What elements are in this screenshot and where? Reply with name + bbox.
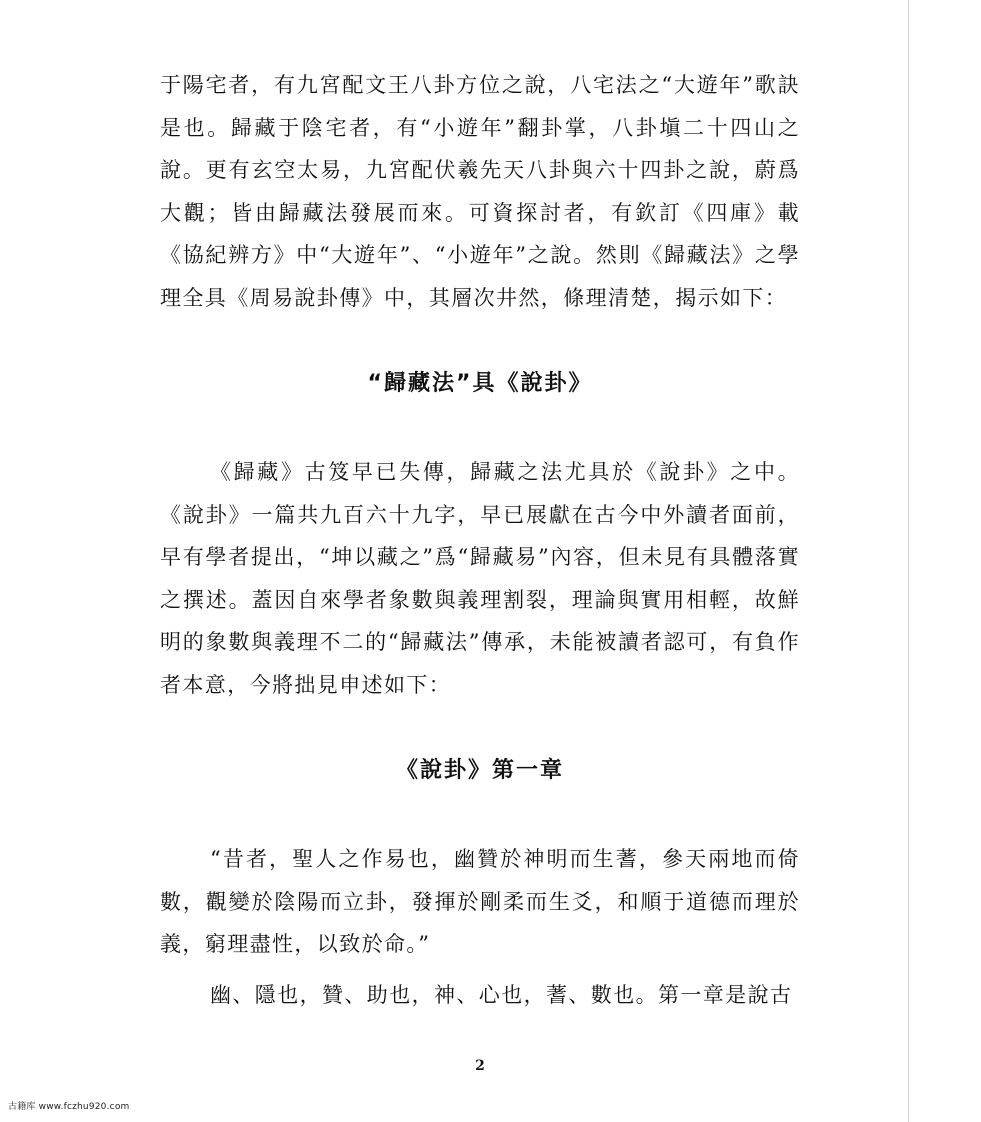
paragraph-intro: 于陽宅者，有九宮配文王八卦方位之說，八宅法之“大遊年”歌訣是也。歸藏于陰宅者，有“小遊年”翻卦掌，八卦塡二十四山之說。更有玄空太易，九宮配伏羲先天八卦與六十四卦之說，蔚爲大觀；皆由歸藏法發展而來。可資探討者，有欽訂《四庫》載《協紀辨方》中“大遊年”、“小遊年”之說。然則《歸藏法》之學理全具《周易說卦傳》中，其層次井然，條理清楚，揭示如下： — [160, 73, 800, 310]
section-heading-guicang: “歸藏法”具《說卦》 — [367, 371, 593, 396]
quote-paragraph: “昔者，聖人之作易也，幽贊於神明而生蓍，參天兩地而倚數，觀變於陰陽而立卦，發揮於剛柔而生爻，和順于道德而理於義，窮理盡性，以致於命。” — [160, 847, 800, 956]
site-watermark: 古籍库 www.fczhu920.com — [8, 1102, 130, 1112]
paragraph-commentary: 幽、隱也，贊、助也，神、心也，蓍、數也。第一章是說古 — [210, 982, 793, 1007]
section-heading-chapter-one: 《說卦》第一章 — [395, 758, 564, 783]
paragraph-guicang: 《歸藏》古笈早已失傳，歸藏之法尤具於《說卦》之中。《說卦》一篇共九百六十九字，早已展獻在古今中外讀者面前，早有學者提出，“坤以藏之”爲“歸藏易”內容，但未見有具體落實之撰述。蓋因自來學者象數與義理割裂，理論與實用相輕，故鮮明的象數與義理不二的“歸藏法”傳承，未能被讀者認可，有負作者本意，今將拙見申述如下： — [160, 460, 800, 697]
page-body — [160, 64, 800, 1016]
page-number: 2 — [475, 1058, 485, 1074]
page-edge-divider — [908, 0, 909, 1122]
